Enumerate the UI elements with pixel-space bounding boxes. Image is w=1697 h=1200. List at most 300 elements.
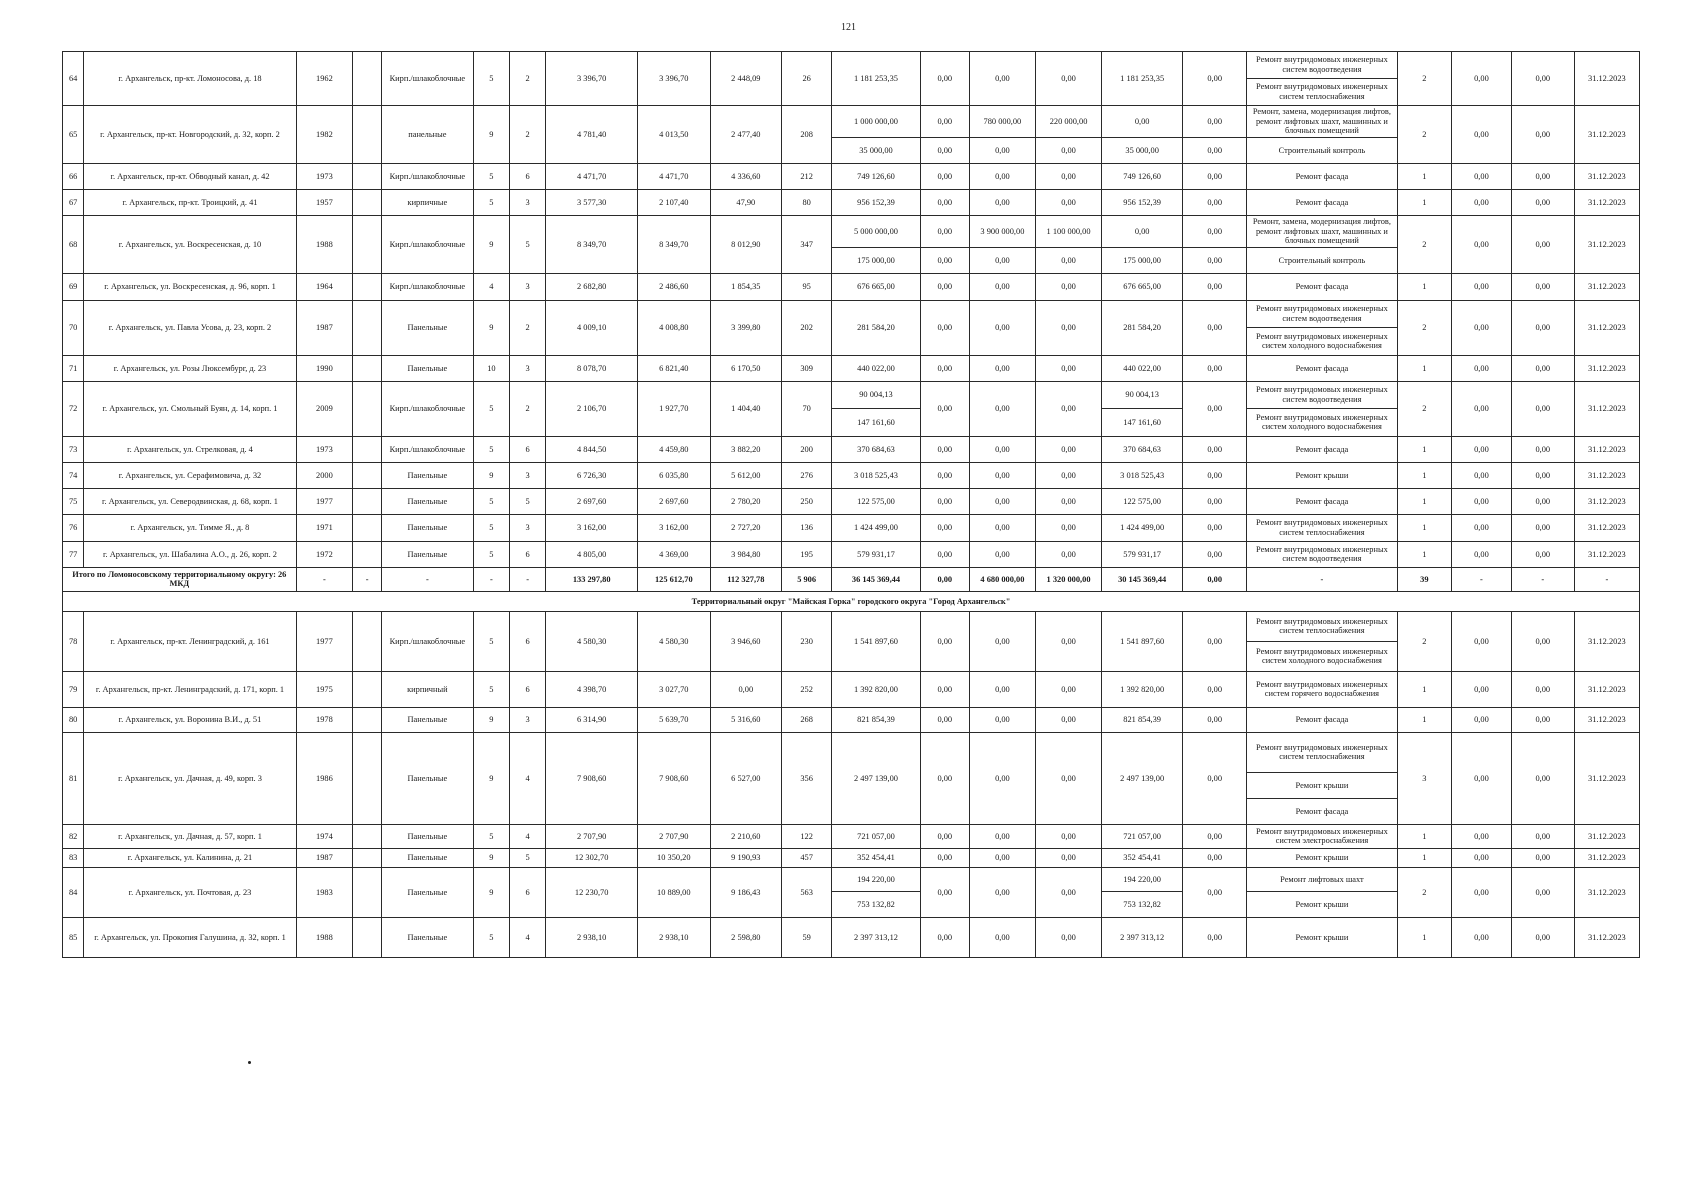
residents-count: 230	[782, 611, 832, 671]
work-type: Ремонт крыши	[1247, 462, 1397, 488]
empty-cell	[353, 355, 382, 381]
owners-funds: 440 022,00	[1102, 355, 1183, 381]
entrances-count: 2	[510, 106, 546, 164]
residents-count: 347	[782, 215, 832, 273]
empty-cell	[353, 52, 382, 106]
work-type: Ремонт фасада	[1247, 707, 1397, 732]
row-number: 68	[63, 215, 84, 273]
value-x2: 0,00	[1511, 917, 1574, 957]
building-address: г. Архангельск, пр-кт. Троицкий, д. 41	[84, 189, 296, 215]
funding-f5: 0,00	[1183, 707, 1247, 732]
building-row	[63, 848, 1640, 867]
funding-f2: 780 000,00	[969, 106, 1035, 138]
dash-cell: -	[473, 567, 509, 591]
work-type: Ремонт крыши	[1247, 848, 1397, 867]
value-x2: 0,00	[1511, 848, 1574, 867]
empty-cell	[353, 163, 382, 189]
residential-area: 9 190,93	[710, 848, 781, 867]
wall-material: Кирп./шлакоблочные	[382, 215, 474, 273]
funding-f1: 0,00	[920, 189, 969, 215]
deadline-date: 31.12.2023	[1574, 300, 1639, 355]
works-count: 1	[1397, 707, 1451, 732]
build-year: 1972	[296, 541, 353, 567]
value-x1: 0,00	[1452, 917, 1512, 957]
wall-material: кирпичные	[382, 189, 474, 215]
value-x2: 0,00	[1511, 488, 1574, 514]
district-total-label: Итого по Ломоносовскому территориальному округу: 26 МКД	[63, 567, 297, 591]
empty-cell	[353, 106, 382, 164]
repair-cost-total: 2 397 313,12	[832, 917, 921, 957]
total-area: 8 349,70	[546, 215, 638, 273]
funding-f1: 0,00	[920, 355, 969, 381]
building-row	[63, 707, 1640, 732]
funding-f2: 3 900 000,00	[969, 215, 1035, 247]
residents-count: 59	[782, 917, 832, 957]
building-address: г. Архангельск, пр-кт. Ломоносова, д. 18	[84, 52, 296, 106]
residential-area: 9 186,43	[710, 867, 781, 917]
value-x1: 0,00	[1452, 273, 1512, 300]
row-number: 67	[63, 189, 84, 215]
building-row	[63, 611, 1640, 641]
build-year: 1990	[296, 355, 353, 381]
wall-material: панельные	[382, 106, 474, 164]
row-number: 77	[63, 541, 84, 567]
owners-funds: 35 000,00	[1102, 137, 1183, 163]
owners-funds: 370 684,63	[1102, 436, 1183, 462]
funding-f5: 0,00	[1183, 137, 1247, 163]
value-x2: 0,00	[1511, 824, 1574, 848]
work-type: Ремонт внутридомовых инженерных систем теплоснабжения	[1247, 514, 1397, 541]
value-x1: 0,00	[1452, 707, 1512, 732]
funding-f3: 0,00	[1035, 462, 1101, 488]
work-type: Ремонт внутридомовых инженерных систем водоотведения	[1247, 381, 1397, 408]
deadline-date: 31.12.2023	[1574, 215, 1639, 273]
funding-f3: 0,00	[1035, 300, 1101, 355]
total-f4: 30 145 369,44	[1102, 567, 1183, 591]
dash-cell: -	[510, 567, 546, 591]
value-x1: 0,00	[1452, 436, 1512, 462]
entrances-count: 3	[510, 514, 546, 541]
residential-area: 3 399,80	[710, 300, 781, 355]
residents-count: 457	[782, 848, 832, 867]
wall-material: Панельные	[382, 541, 474, 567]
building-address: г. Архангельск, ул. Дачная, д. 49, корп. 3	[84, 732, 296, 824]
value-x1: 0,00	[1452, 381, 1512, 436]
empty-cell	[353, 707, 382, 732]
owners-funds: 2 397 313,12	[1102, 917, 1183, 957]
empty-cell	[353, 189, 382, 215]
works-count: 2	[1397, 106, 1451, 164]
building-row	[63, 867, 1640, 891]
owners-funds: 1 392 820,00	[1102, 671, 1183, 707]
funding-f3: 0,00	[1035, 247, 1101, 273]
wall-material: Кирп./шлакоблочные	[382, 273, 474, 300]
premises-area: 2 107,40	[638, 189, 711, 215]
value-x1: 0,00	[1452, 867, 1512, 917]
floors-count: 10	[473, 355, 509, 381]
funding-f1: 0,00	[920, 707, 969, 732]
owners-funds: 579 931,17	[1102, 541, 1183, 567]
building-row	[63, 514, 1640, 541]
funding-f1: 0,00	[920, 867, 969, 917]
funding-f5: 0,00	[1183, 215, 1247, 247]
value-x2: 0,00	[1511, 381, 1574, 436]
row-number: 76	[63, 514, 84, 541]
owners-funds: 3 018 525,43	[1102, 462, 1183, 488]
works-count: 1	[1397, 541, 1451, 567]
floors-count: 5	[473, 189, 509, 215]
value-x2: 0,00	[1511, 541, 1574, 567]
funding-f5: 0,00	[1183, 106, 1247, 138]
wall-material: Панельные	[382, 488, 474, 514]
dash-cell: -	[1247, 567, 1397, 591]
entrances-count: 6	[510, 163, 546, 189]
page-number: 121	[841, 22, 856, 33]
owners-funds: 1 541 897,60	[1102, 611, 1183, 671]
work-type: Ремонт крыши	[1247, 772, 1397, 798]
funding-f1: 0,00	[920, 52, 969, 106]
entrances-count: 5	[510, 488, 546, 514]
residential-area: 47,90	[710, 189, 781, 215]
build-year: 1983	[296, 867, 353, 917]
residential-area: 6 170,50	[710, 355, 781, 381]
value-x1: 0,00	[1452, 163, 1512, 189]
value-x2: 0,00	[1511, 671, 1574, 707]
works-count: 1	[1397, 355, 1451, 381]
works-count: 1	[1397, 671, 1451, 707]
total-area: 4 805,00	[546, 541, 638, 567]
residents-count: 212	[782, 163, 832, 189]
total-a2: 125 612,70	[638, 567, 711, 591]
floors-count: 9	[473, 732, 509, 824]
building-row	[63, 824, 1640, 848]
row-number: 81	[63, 732, 84, 824]
entrances-count: 6	[510, 671, 546, 707]
work-type: Ремонт лифтовых шахт	[1247, 867, 1397, 891]
work-type: Ремонт внутридомовых инженерных систем электроснабжения	[1247, 824, 1397, 848]
works-count: 1	[1397, 462, 1451, 488]
work-type: Ремонт фасада	[1247, 798, 1397, 824]
deadline-date: 31.12.2023	[1574, 867, 1639, 917]
build-year: 1964	[296, 273, 353, 300]
building-address: г. Архангельск, ул. Тимме Я., д. 8	[84, 514, 296, 541]
entrances-count: 3	[510, 355, 546, 381]
residents-count: 276	[782, 462, 832, 488]
total-area: 6 726,30	[546, 462, 638, 488]
floors-count: 5	[473, 52, 509, 106]
deadline-date: 31.12.2023	[1574, 189, 1639, 215]
funding-f5: 0,00	[1183, 732, 1247, 824]
build-year: 1987	[296, 300, 353, 355]
dash-cell: -	[1452, 567, 1512, 591]
empty-cell	[353, 488, 382, 514]
owners-funds: 0,00	[1102, 106, 1183, 138]
repair-cost-total: 749 126,60	[832, 163, 921, 189]
row-number: 78	[63, 611, 84, 671]
entrances-count: 6	[510, 436, 546, 462]
entrances-count: 4	[510, 824, 546, 848]
residents-count: 200	[782, 436, 832, 462]
works-count: 1	[1397, 488, 1451, 514]
funding-f5: 0,00	[1183, 273, 1247, 300]
building-address: г. Архангельск, пр-кт. Новгородский, д. 32, корп. 2	[84, 106, 296, 164]
entrances-count: 6	[510, 867, 546, 917]
premises-area: 7 908,60	[638, 732, 711, 824]
work-type: Ремонт внутридомовых инженерных систем теплоснабжения	[1247, 79, 1397, 106]
funding-f2: 0,00	[969, 436, 1035, 462]
residential-area: 2 448,09	[710, 52, 781, 106]
wall-material: Панельные	[382, 867, 474, 917]
total-area: 2 938,10	[546, 917, 638, 957]
funding-f2: 0,00	[969, 732, 1035, 824]
funding-f2: 0,00	[969, 514, 1035, 541]
funding-f1: 0,00	[920, 514, 969, 541]
total-area: 2 106,70	[546, 381, 638, 436]
empty-cell	[353, 671, 382, 707]
funding-f2: 0,00	[969, 381, 1035, 436]
funding-f1: 0,00	[920, 106, 969, 138]
owners-funds: 676 665,00	[1102, 273, 1183, 300]
work-type: Строительный контроль	[1247, 137, 1397, 163]
value-x1: 0,00	[1452, 189, 1512, 215]
funding-f1: 0,00	[920, 381, 969, 436]
funding-f1: 0,00	[920, 163, 969, 189]
row-number: 83	[63, 848, 84, 867]
work-type: Ремонт фасада	[1247, 488, 1397, 514]
building-row	[63, 671, 1640, 707]
works-count: 3	[1397, 732, 1451, 824]
residents-count: 202	[782, 300, 832, 355]
value-x1: 0,00	[1452, 215, 1512, 273]
works-count: 2	[1397, 52, 1451, 106]
building-address: г. Архангельск, ул. Стрелковая, д. 4	[84, 436, 296, 462]
residential-area: 3 946,60	[710, 611, 781, 671]
funding-f3: 0,00	[1035, 671, 1101, 707]
premises-area: 1 927,70	[638, 381, 711, 436]
building-row	[63, 52, 1640, 79]
value-x1: 0,00	[1452, 671, 1512, 707]
wall-material: кирпичный	[382, 671, 474, 707]
residential-area: 6 527,00	[710, 732, 781, 824]
wall-material: Кирп./шлакоблочные	[382, 163, 474, 189]
funding-f5: 0,00	[1183, 848, 1247, 867]
owners-funds: 194 220,00	[1102, 867, 1183, 891]
floors-count: 5	[473, 436, 509, 462]
value-x2: 0,00	[1511, 732, 1574, 824]
owners-funds: 956 152,39	[1102, 189, 1183, 215]
value-x1: 0,00	[1452, 52, 1512, 106]
wall-material: Панельные	[382, 917, 474, 957]
funding-f1: 0,00	[920, 462, 969, 488]
build-year: 1977	[296, 488, 353, 514]
work-type: Ремонт фасада	[1247, 163, 1397, 189]
empty-cell	[353, 300, 382, 355]
funding-f3: 0,00	[1035, 541, 1101, 567]
deadline-date: 31.12.2023	[1574, 462, 1639, 488]
building-row	[63, 215, 1640, 247]
funding-f3: 0,00	[1035, 355, 1101, 381]
funding-f1: 0,00	[920, 215, 969, 247]
funding-f3: 0,00	[1035, 273, 1101, 300]
total-area: 8 078,70	[546, 355, 638, 381]
residents-count: 563	[782, 867, 832, 917]
residents-count: 136	[782, 514, 832, 541]
residential-area: 0,00	[710, 671, 781, 707]
works-count: 1	[1397, 189, 1451, 215]
owners-funds: 753 132,82	[1102, 891, 1183, 917]
funding-f3: 0,00	[1035, 52, 1101, 106]
owners-funds: 2 497 139,00	[1102, 732, 1183, 824]
building-address: г. Архангельск, ул. Калинина, д. 21	[84, 848, 296, 867]
funding-f2: 0,00	[969, 867, 1035, 917]
funding-f5: 0,00	[1183, 611, 1247, 671]
entrances-count: 3	[510, 189, 546, 215]
build-year: 2000	[296, 462, 353, 488]
funding-f2: 0,00	[969, 163, 1035, 189]
funding-f1: 0,00	[920, 300, 969, 355]
building-row	[63, 106, 1640, 138]
repair-cost-total: 147 161,60	[832, 408, 921, 436]
funding-f2: 0,00	[969, 52, 1035, 106]
funding-f3: 0,00	[1035, 732, 1101, 824]
wall-material: Панельные	[382, 732, 474, 824]
deadline-date: 31.12.2023	[1574, 824, 1639, 848]
deadline-date: 31.12.2023	[1574, 52, 1639, 106]
residential-area: 1 404,40	[710, 381, 781, 436]
work-type: Ремонт внутридомовых инженерных систем холодного водоснабжения	[1247, 327, 1397, 355]
build-year: 1962	[296, 52, 353, 106]
funding-f3: 0,00	[1035, 867, 1101, 917]
building-row	[63, 462, 1640, 488]
funding-f2: 0,00	[969, 917, 1035, 957]
funding-f1: 0,00	[920, 436, 969, 462]
premises-area: 4 471,70	[638, 163, 711, 189]
premises-area: 2 707,90	[638, 824, 711, 848]
empty-cell	[353, 541, 382, 567]
row-number: 80	[63, 707, 84, 732]
deadline-date: 31.12.2023	[1574, 732, 1639, 824]
building-address: г. Архангельск, ул. Шабалина А.О., д. 26, корп. 2	[84, 541, 296, 567]
entrances-count: 6	[510, 611, 546, 671]
owners-funds: 821 854,39	[1102, 707, 1183, 732]
row-number: 64	[63, 52, 84, 106]
work-type: Строительный контроль	[1247, 247, 1397, 273]
work-type: Ремонт, замена, модернизация лифтов, ремонт лифтовых шахт, машинных и блочных помещений	[1247, 106, 1397, 138]
row-number: 71	[63, 355, 84, 381]
works-count: 2	[1397, 867, 1451, 917]
total-area: 2 682,80	[546, 273, 638, 300]
funding-f3: 0,00	[1035, 436, 1101, 462]
total-area: 3 396,70	[546, 52, 638, 106]
premises-area: 4 369,00	[638, 541, 711, 567]
value-x1: 0,00	[1452, 824, 1512, 848]
floors-count: 4	[473, 273, 509, 300]
deadline-date: 31.12.2023	[1574, 671, 1639, 707]
floors-count: 5	[473, 611, 509, 671]
works-count: 1	[1397, 917, 1451, 957]
premises-area: 8 349,70	[638, 215, 711, 273]
empty-cell	[353, 848, 382, 867]
funding-f5: 0,00	[1183, 917, 1247, 957]
floors-count: 5	[473, 488, 509, 514]
row-number: 79	[63, 671, 84, 707]
building-address: г. Архангельск, ул. Северодвинская, д. 68, корп. 1	[84, 488, 296, 514]
funding-f1: 0,00	[920, 824, 969, 848]
value-x2: 0,00	[1511, 215, 1574, 273]
district-total-row	[63, 567, 1640, 591]
building-address: г. Архангельск, пр-кт. Обводный канал, д. 42	[84, 163, 296, 189]
funding-f2: 0,00	[969, 671, 1035, 707]
residents-count: 309	[782, 355, 832, 381]
floors-count: 5	[473, 917, 509, 957]
funding-f5: 0,00	[1183, 355, 1247, 381]
building-address: г. Архангельск, ул. Павла Усова, д. 23, корп. 2	[84, 300, 296, 355]
floors-count: 5	[473, 514, 509, 541]
funding-f5: 0,00	[1183, 52, 1247, 106]
value-x2: 0,00	[1511, 514, 1574, 541]
works-count: 1	[1397, 163, 1451, 189]
dash-cell: -	[296, 567, 353, 591]
entrances-count: 4	[510, 917, 546, 957]
value-x1: 0,00	[1452, 355, 1512, 381]
deadline-date: 31.12.2023	[1574, 488, 1639, 514]
building-address: г. Архангельск, ул. Дачная, д. 57, корп. 1	[84, 824, 296, 848]
row-number: 85	[63, 917, 84, 957]
funding-f2: 0,00	[969, 488, 1035, 514]
total-area: 3 162,00	[546, 514, 638, 541]
empty-cell	[353, 381, 382, 436]
empty-cell	[353, 824, 382, 848]
funding-f1: 0,00	[920, 611, 969, 671]
repair-cost-total: 194 220,00	[832, 867, 921, 891]
value-x2: 0,00	[1511, 163, 1574, 189]
funding-f5: 0,00	[1183, 163, 1247, 189]
total-area: 12 302,70	[546, 848, 638, 867]
floors-count: 5	[473, 541, 509, 567]
empty-cell	[353, 867, 382, 917]
value-x1: 0,00	[1452, 541, 1512, 567]
wall-material: Панельные	[382, 824, 474, 848]
funding-f5: 0,00	[1183, 867, 1247, 917]
floors-count: 9	[473, 462, 509, 488]
floors-count: 9	[473, 707, 509, 732]
work-type: Ремонт фасада	[1247, 189, 1397, 215]
capital-repair-register-table	[62, 51, 1640, 958]
build-year: 1986	[296, 732, 353, 824]
wall-material: Панельные	[382, 848, 474, 867]
repair-cost-total: 352 454,41	[832, 848, 921, 867]
empty-cell	[353, 436, 382, 462]
total-area: 4 580,30	[546, 611, 638, 671]
residential-area: 5 612,00	[710, 462, 781, 488]
repair-cost-total: 821 854,39	[832, 707, 921, 732]
entrances-count: 3	[510, 707, 546, 732]
building-row	[63, 488, 1640, 514]
funding-f1: 0,00	[920, 848, 969, 867]
residential-area: 2 727,20	[710, 514, 781, 541]
total-f3: 1 320 000,00	[1035, 567, 1101, 591]
funding-f3: 0,00	[1035, 488, 1101, 514]
empty-cell	[353, 514, 382, 541]
total-area: 4 471,70	[546, 163, 638, 189]
funding-f5: 0,00	[1183, 436, 1247, 462]
deadline-date: 31.12.2023	[1574, 273, 1639, 300]
funding-f3: 0,00	[1035, 707, 1101, 732]
value-x2: 0,00	[1511, 300, 1574, 355]
building-address: г. Архангельск, пр-кт. Ленинградский, д. 161	[84, 611, 296, 671]
works-count: 2	[1397, 215, 1451, 273]
repair-cost-total: 2 497 139,00	[832, 732, 921, 824]
